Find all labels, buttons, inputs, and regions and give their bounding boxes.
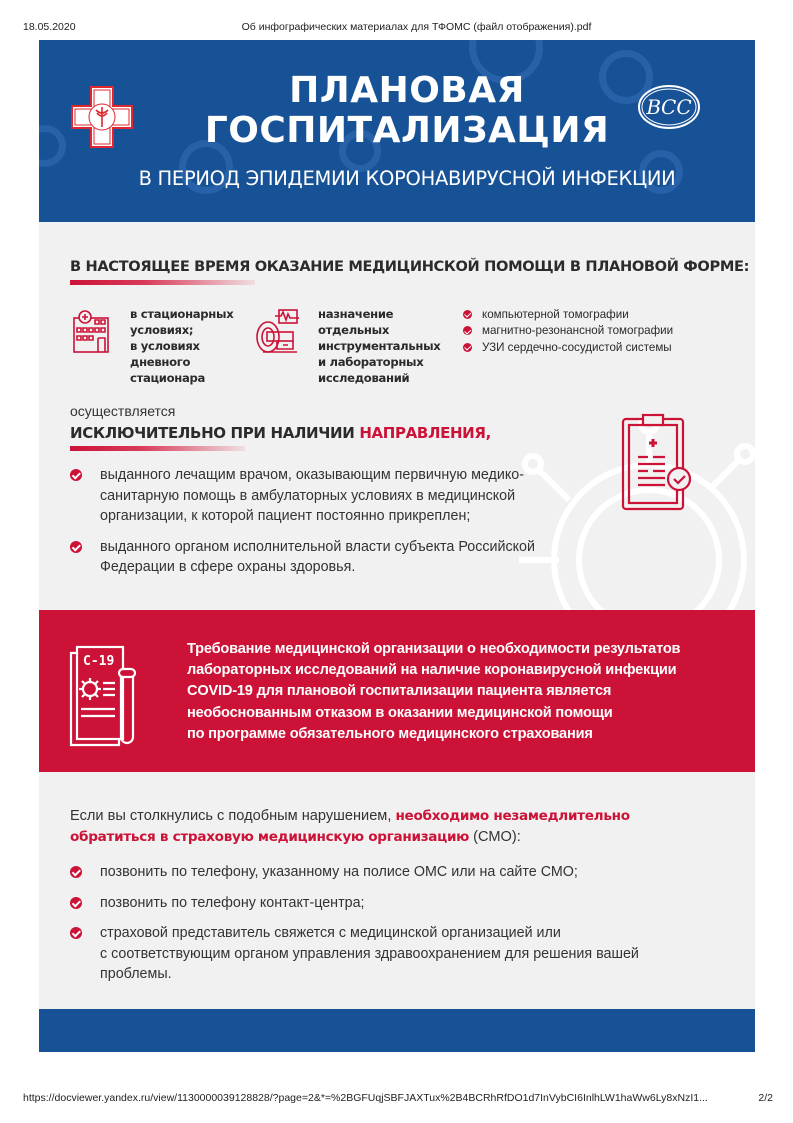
heading-dark-part: ИСКЛЮЧИТЕЛЬНО ПРИ НАЛИЧИИ [70,424,360,442]
heading-underline [70,446,245,451]
print-date: 18.05.2020 [23,21,76,33]
notice-line: Требование медицинской организации о необходимости результатов [187,641,681,657]
service-line: инструментальных [318,339,441,353]
checklist-item [463,306,673,323]
section1-heading: В НАСТОЯЩЕЕ ВРЕМЯ ОКАЗАНИЕ МЕДИЦИНСКОЙ ПОМОЩИ В ПЛАНОВОЙ ФОРМЕ: [70,258,750,275]
service-line: в условиях [130,339,200,353]
service-line: стационара [130,371,206,385]
referral-source-text: выданного органом исполнительной власти субъекта Российской Федерации в сфере охраны здоровья. [100,538,535,575]
mri-scanner-icon [253,308,305,354]
check-icon [70,927,82,939]
contact-action-item [70,893,710,914]
check-icon [70,866,82,878]
heading-underline [70,280,255,285]
check-icon [463,310,472,319]
vss-logo-text: ВСС [646,95,692,119]
banner [39,40,755,222]
referral-source-item [70,465,590,527]
checklist-item-text: компьютерной томографии [482,307,629,321]
hospital-building-icon [72,308,110,354]
contact-action-text: позвонить по телефону контакт-центра; [100,894,365,911]
footer-band [39,1009,755,1052]
contact-action-item [70,923,710,985]
section2-heading [70,424,491,442]
service-item-diagnostics [318,306,440,386]
service-line: отдельных [318,323,390,337]
notice-line: по программе обязательного медицинского страхования [187,725,593,742]
print-page-number: 2/2 [758,1092,773,1104]
contact-action-text: позвонить по телефону, указанному на полисе ОМС или на сайте СМО; [100,864,578,880]
intro-red-text: необходимо незамедлительно [395,808,630,824]
intro-plain-text: Если вы столкнулись с подобным нарушением, [70,808,396,824]
checklist-item-text: УЗИ сердечно-сосудистой системы [482,340,672,354]
covid-test-document-label: C-19 [83,654,115,669]
notice-line: необоснованным отказом в оказании медицинской помощи [187,704,613,721]
check-icon [463,343,472,352]
covid-test-document-icon [69,645,139,749]
checklist-item [463,323,673,340]
intro-red-text: обратиться в страховую медицинскую организацию [70,829,470,845]
medical-referral-clipboard-icon [621,413,691,513]
service-item-inpatient [130,306,233,386]
covid-test-notice-band [39,610,755,772]
service-line: и лабораторных [318,355,424,369]
notice-line: COVID-19 для плановой госпитализации пациента является [187,683,612,700]
check-icon [70,469,82,481]
covid-test-notice-text [187,639,680,745]
banner-title-line2: ГОСПИТАЛИЗАЦИЯ [204,110,610,151]
service-line: в стационарных [130,307,234,321]
service-line: условиях; [130,323,194,337]
infographic-page [39,40,755,1052]
referral-source-item [70,537,590,578]
referral-source-text: выданного лечащим врачом, оказывающим первичную медико- санитарную помощь в амбулаторных условиях в медицинской организации, к которой пациент постоянно прикреплен; [100,467,524,524]
check-icon [70,897,82,909]
diagnostics-checklist [463,306,673,356]
checklist-item-text: магнитно-резонансной томографии [482,324,674,338]
check-icon [70,541,82,553]
heading-red-part: НАПРАВЛЕНИЯ, [359,424,491,442]
notice-line: лабораторных исследований на наличие коронавирусной инфекции [187,662,677,679]
contact-actions-list [70,862,710,995]
banner-subtitle: В ПЕРИОД ЭПИДЕМИИ КОРОНАВИРУСНОЙ ИНФЕКЦИИ [138,167,676,190]
service-line: исследований [318,371,410,385]
contact-smo-intro [70,806,710,848]
checklist-item [463,339,673,356]
service-line: дневного [130,355,191,369]
banner-title-line1: ПЛАНОВАЯ [289,70,525,111]
vss-logo-icon [637,82,701,132]
print-title: Об инфографических материалах для ТФОМС (файл отображения).pdf [241,21,592,33]
referral-sources-list [70,465,590,588]
print-url: https://docviewer.yandex.ru/view/1130000039128828/?page=2&*=%2BGFUqjSBFJAXTux%2B4BCRhRfDO1d7InVybCI6InlhLW1haWw6Ly8xNzI1... [23,1092,708,1104]
contact-action-text: страховой представитель свяжется с медицинской организацией или с соответствующим органом управления здравоохранением для решения вашей проблемы. [100,925,639,982]
check-icon [463,326,472,335]
contact-action-item [70,862,710,883]
service-line: назначение [318,307,394,321]
intro-tail-text: (СМО): [469,829,521,845]
section2-intro: осуществляется [70,403,176,419]
